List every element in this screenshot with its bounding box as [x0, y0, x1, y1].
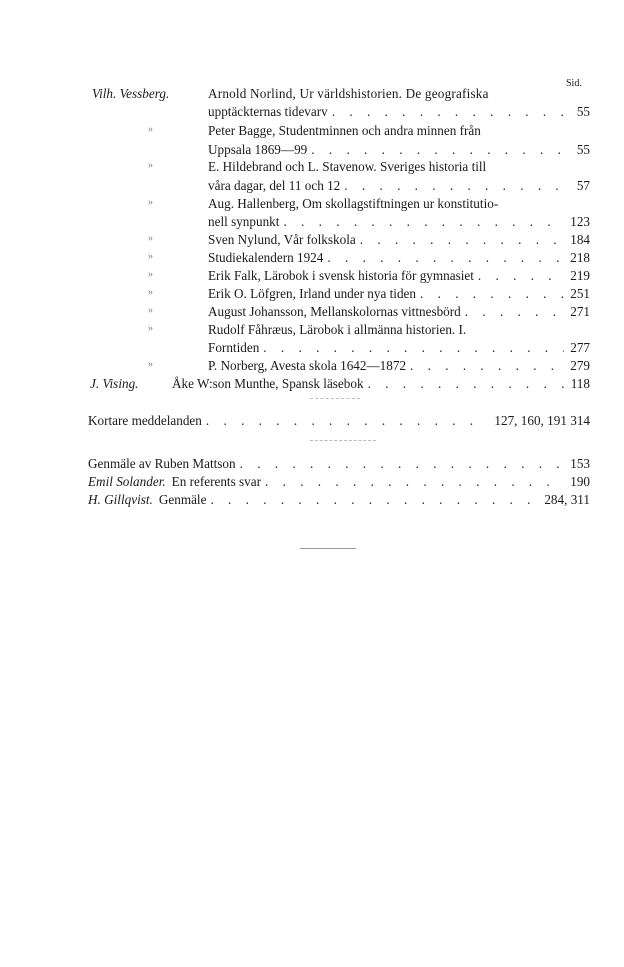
entry-line: [208, 340, 590, 355]
ditto-mark: »: [148, 233, 153, 244]
entry-title: E. Hildebrand och L. Stavenow. Sveriges historia till: [208, 159, 487, 174]
page-number: 153: [570, 456, 590, 471]
page-number: 219: [570, 268, 590, 283]
page-number: 184: [570, 232, 590, 247]
ditto-mark: »: [148, 197, 153, 208]
reviewer-name: Vilh. Vessberg.: [92, 86, 170, 101]
page-number: 271: [570, 304, 590, 319]
dot-leader: [265, 474, 564, 489]
entry-line: [208, 214, 590, 229]
dot-leader: [240, 456, 565, 471]
entry-line: [208, 250, 590, 265]
section-divider: [310, 440, 376, 441]
ditto-mark: »: [148, 359, 153, 370]
end-rule: [300, 548, 356, 549]
page-number: 251: [570, 286, 590, 301]
dot-leader: [283, 214, 564, 229]
dot-leader: [332, 104, 571, 119]
page-number: 118: [570, 376, 590, 391]
ditto-mark: »: [148, 160, 153, 171]
entry-line: [208, 304, 590, 319]
dot-leader: [263, 340, 564, 355]
page-number: 123: [570, 214, 590, 229]
entry-title: Erik Falk, Lärobok i svensk historia för gymnasiet: [208, 268, 474, 283]
page-number: 57: [576, 178, 590, 193]
genmale-line: [88, 456, 590, 471]
ditto-mark: »: [148, 269, 153, 280]
entry-title: Uppsala 1869—99: [208, 142, 308, 157]
page-number: 55: [576, 142, 590, 157]
entry-title: nell synpunkt: [208, 214, 280, 229]
entry-line: [172, 376, 590, 391]
page-column-header: Sid.: [566, 78, 582, 89]
entry-line: [208, 178, 590, 193]
entry-title: Peter Bagge, Studentminnen och andra minnen från: [208, 123, 481, 138]
entry-title: Sven Nylund, Vår folkskola: [208, 232, 356, 247]
dot-leader: [206, 413, 489, 428]
page-numbers: 127, 160, 191 314: [494, 413, 590, 428]
entry-title: Studiekalendern 1924: [208, 250, 324, 265]
genmale-line: [88, 474, 590, 489]
entry-title: Forntiden: [208, 340, 260, 355]
entry-title: August Johansson, Mellanskolornas vittnesbörd: [208, 304, 461, 319]
dot-leader: [360, 232, 564, 247]
entry-title: våra dagar, del 11 och 12: [208, 178, 341, 193]
entry-line: [208, 232, 590, 247]
ditto-mark: »: [148, 124, 153, 135]
entry-title: Rudolf Fåhræus, Lärobok i allmänna historien. I.: [208, 322, 467, 337]
dot-leader: [210, 492, 538, 507]
entry-line: [208, 286, 590, 301]
page-number: 55: [576, 104, 590, 119]
entry-title: En referents svar: [171, 474, 261, 489]
reviewer-name: J. Vising.: [90, 376, 139, 391]
page-number: 277: [570, 340, 590, 355]
dot-leader: [410, 358, 564, 373]
dot-leader: [311, 142, 571, 157]
page-number: 190: [570, 474, 590, 489]
page-number: 279: [570, 358, 590, 373]
dot-leader: [344, 178, 571, 193]
ditto-mark: »: [148, 323, 153, 334]
dot-leader: [465, 304, 564, 319]
entry-title: Aug. Hallenberg, Om skollagstiftningen ur konstitutio-: [208, 196, 499, 211]
entry-title: Erik O. Löfgren, Irland under nya tiden: [208, 286, 416, 301]
kortare-meddelanden-line: [88, 413, 590, 428]
entry-title: upptäckternas tidevarv: [208, 104, 328, 119]
entry-title: Genmäle: [158, 492, 207, 507]
page-number: 218: [570, 250, 590, 265]
entry-line: [208, 142, 590, 157]
dot-leader: [420, 286, 564, 301]
page-numbers: 284, 311: [544, 492, 590, 507]
entry-title: Genmäle av Ruben Mattson: [88, 456, 236, 471]
genmale-line: [88, 492, 590, 507]
section-title: Kortare meddelanden: [88, 413, 202, 428]
author-name: H. Gillqvist.: [88, 492, 153, 507]
dot-leader: [368, 376, 565, 391]
entry-title: P. Norberg, Avesta skola 1642—1872: [208, 358, 407, 373]
entry-title: Åke W:son Munthe, Spansk läsebok: [172, 376, 364, 391]
entry-title: Arnold Norlind, Ur världshistorien. De geografiska: [208, 86, 489, 101]
ditto-mark: »: [148, 305, 153, 316]
ditto-mark: »: [148, 251, 153, 262]
ditto-mark: »: [148, 287, 153, 298]
dot-leader: [327, 250, 564, 265]
section-divider: [310, 398, 360, 399]
dot-leader: [478, 268, 564, 283]
entry-line: [208, 358, 590, 373]
author-name: Emil Solander.: [88, 474, 166, 489]
entry-line: [208, 268, 590, 283]
entry-line: [208, 104, 590, 119]
